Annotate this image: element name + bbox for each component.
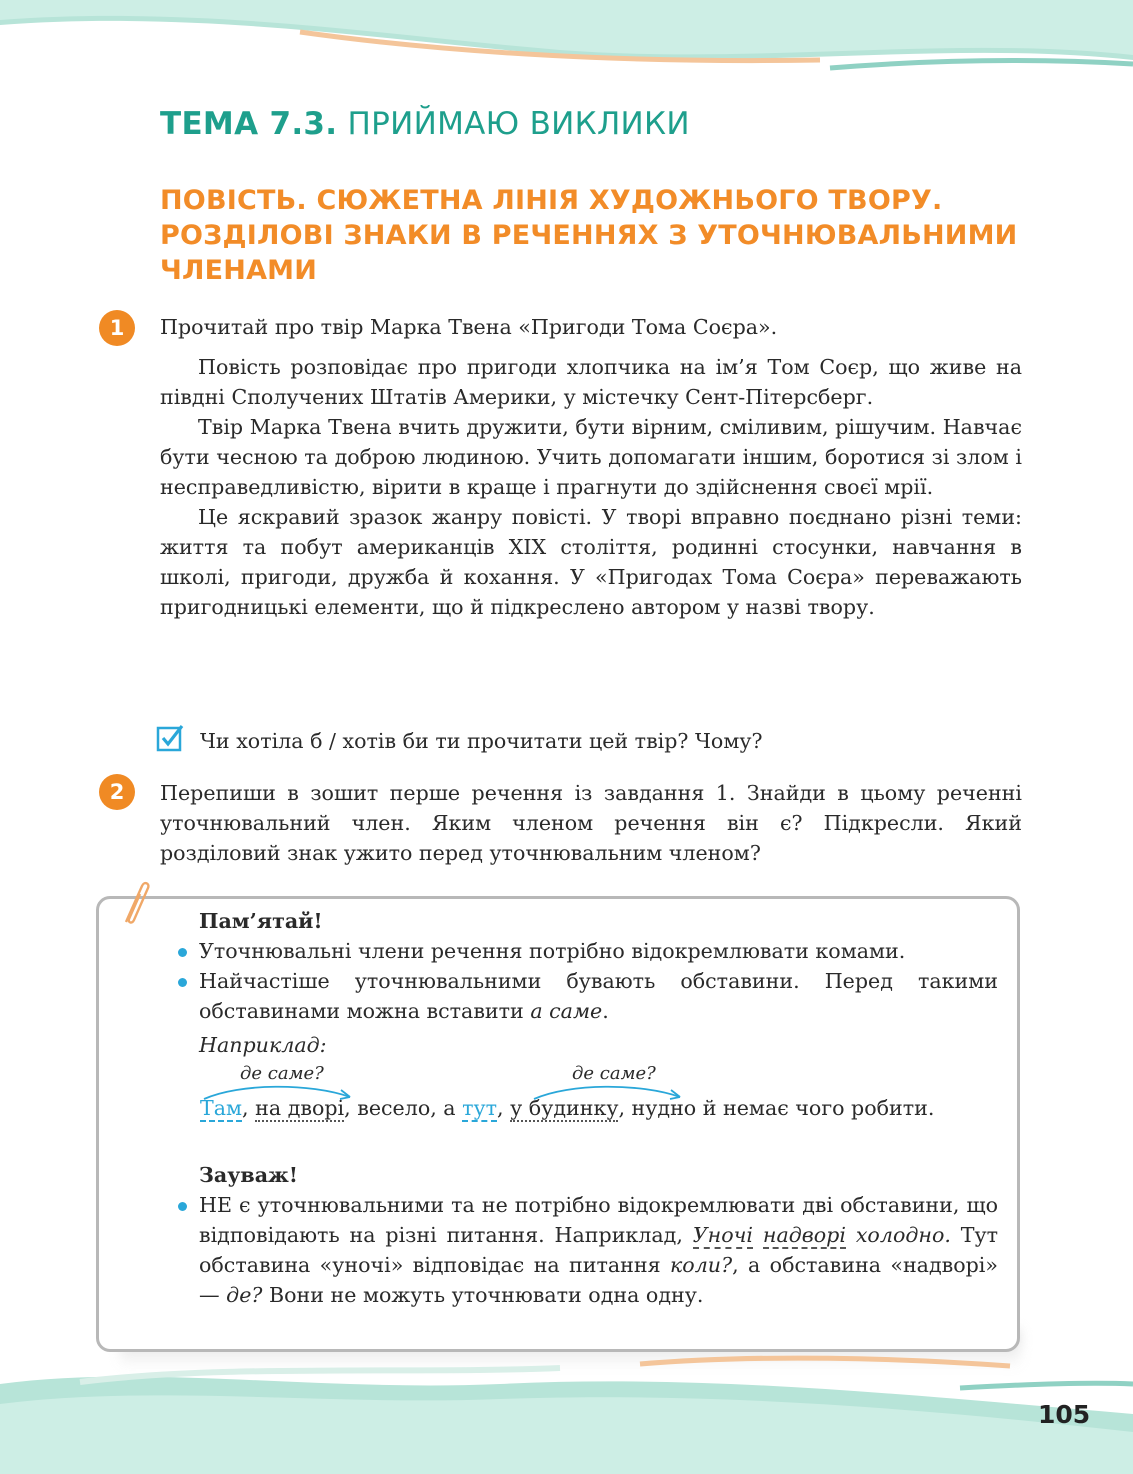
task1-paragraph: Твір Марка Твена вчить дружити, бути вірним, сміливим, рішучим. Навчає бути чесною та доброю людиною. Учить допомагати іншим, боротися зі злом і несправедливістю, вірити в краще і прагнути до здійснення своєї мрії. [160,415,1022,499]
top-decoration [0,0,1133,90]
example-block [160,1063,998,1158]
note-content [199,1160,998,1310]
memo-bullet: Найчастіше уточнювальними бувають обставини. Перед такими обставинами можна вставити а саме. [199,966,998,1026]
task1-paragraph: Повість розповідає про пригоди хлопчика на ім’я Том Соєр, що живе на півдні Сполучених Штатів Америки, у містечку Сент-Пітерсберг. [160,355,1022,409]
task-number-1: 1 [99,310,135,346]
task1-paragraph: Це яскравий зразок жанру повісті. У творі вправно поєднано різні теми: життя та побут американців XIX століття, родинні стосунки, навчання в школі, пригоди, дружба й кохання. У «Пригодах Тома Соєра» переважають пригодницькі елементи, що й підкреслено автором у назві твору. [160,505,1022,619]
example-word: у будинку [510,1096,619,1120]
checkbox-icon [156,724,184,752]
note-bullet: НЕ є уточнювальними та не потрібно відокремлювати дві обставини, що відповідають на різні питання. Наприклад, Уночі надворі холодно. Тут обставина «уночі» відповідає на питання коли?, а обставина «надворі» — де? Вони не можуть уточнювати одна одну. [199,1190,998,1310]
memo-bullet: Уточнювальні члени речення потрібно відокремлювати комами. [199,936,998,966]
memo-bullets [199,936,998,1026]
task2-text: Перепиши в зошит перше речення із завдання 1. Знайди в цьому реченні уточнювальний член. Яким членом речення він є? Підкресли. Який розділовий знак ужито перед уточнювальним членом? [160,781,1022,865]
note-heading: Зауваж! [199,1163,298,1187]
example-word: тут [462,1096,498,1120]
memo-content [199,906,998,1060]
question-label: де саме? [572,1063,656,1084]
lesson-title: ПОВІСТЬ. СЮЖЕТНА ЛІНІЯ ХУДОЖНЬОГО ТВОРУ. РОЗДІЛОВІ ЗНАКИ В РЕЧЕННЯХ З УТОЧНЮВАЛЬНИМИ ЧЛЕНАМИ [160,185,1018,286]
example-label: Наприклад: [199,1033,327,1057]
example-text: , весело, а [344,1096,463,1120]
task1-instruction: Прочитай про твір Марка Твена «Пригоди Тома Соєра». [160,315,778,339]
note-bullets [199,1190,998,1310]
memo-heading: Пам’ятай! [199,909,323,933]
example-word: Там [200,1096,243,1120]
example-sentence: Там, на дворі, весело, а тут, у будинку, нудно й немає чого робити. [200,1096,935,1120]
task1-text [160,352,1022,622]
topic-title: ТЕМА 7.3. ПРИЙМАЮ ВИКЛИКИ [160,106,690,142]
bottom-decoration [0,1344,1133,1474]
example-text: , нудно й немає чого робити. [618,1096,935,1120]
task1-question: Чи хотіла б / хотів би ти прочитати цей твір? Чому? [200,729,763,753]
task-number-2: 2 [99,774,135,810]
question-label: де саме? [240,1063,324,1084]
page-number: 105 [1038,1400,1091,1429]
example-word: на дворі [255,1096,345,1120]
paperclip-icon [118,878,152,930]
